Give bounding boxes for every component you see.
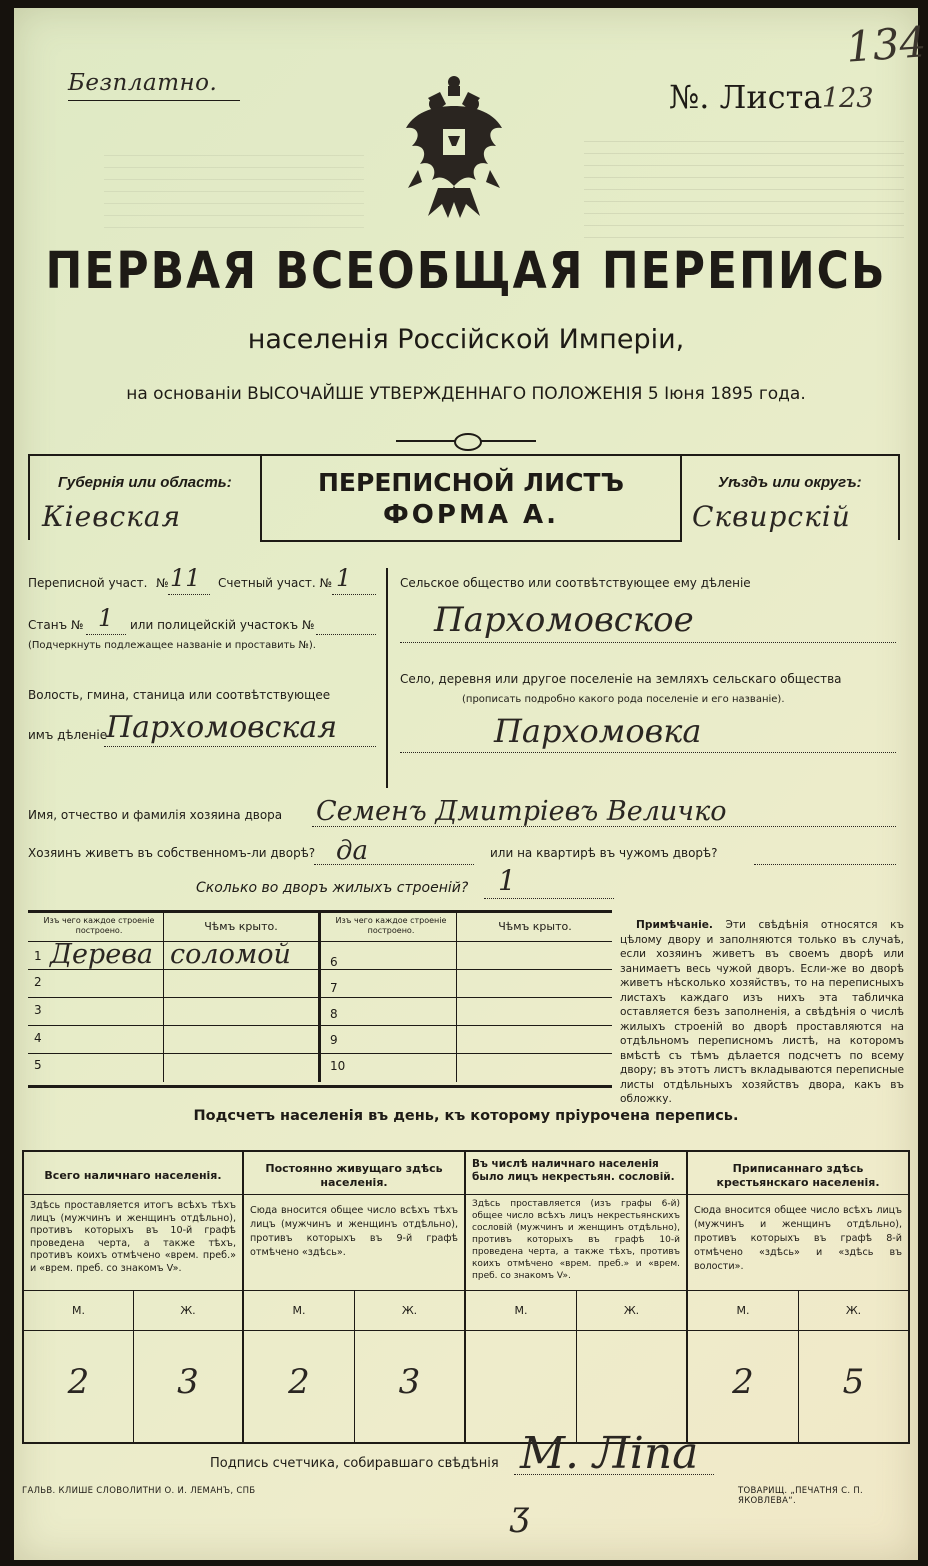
male-label: М. <box>514 1304 528 1317</box>
male-label: М. <box>736 1304 750 1317</box>
male-label: М. <box>72 1304 85 1317</box>
female-label: Ж. <box>845 1304 862 1317</box>
bleed-through <box>584 138 904 238</box>
female-count: 5 <box>842 1362 865 1402</box>
count-title: Подсчетъ населенія въ день, къ которому пріурочена перепись. <box>193 1108 739 1124</box>
census-sheet <box>14 8 928 1560</box>
col-material: Изъ чего каждое строеніе построено. <box>335 916 447 935</box>
row-number: 2 <box>34 975 42 989</box>
uezd-label: Уѣздъ или округъ: <box>718 474 862 491</box>
corner-number: 134 <box>844 17 928 72</box>
population-count-table <box>22 1150 910 1444</box>
form-type: ФОРМА А. <box>383 500 559 530</box>
note <box>620 918 904 1107</box>
row-number: 8 <box>330 1007 338 1021</box>
field-line <box>484 898 614 899</box>
count-col-desc: Сюда вносится общее число всѣхъ лицъ (мужчинъ и женщинъ отдѣльно), противъ которыхъ въ графѣ 8-й отмѣчено «здѣсь» и «здѣсь въ волости». <box>694 1205 902 1272</box>
signature-flourish: ʒ <box>510 1494 530 1534</box>
buildings-label: Сколько во дворъ жилыхъ строеній? <box>196 880 469 896</box>
stan-label: Станъ № <box>28 618 84 632</box>
row-number: 5 <box>34 1058 42 1072</box>
table-row <box>28 997 612 1026</box>
count-col-head: Постоянно живущаго здѣсь населенія. <box>265 1162 443 1189</box>
note-head: Примѣчаніе. <box>636 919 713 931</box>
bleed-through <box>104 148 364 228</box>
row-number: 1 <box>34 949 42 963</box>
field-line <box>104 746 376 747</box>
imperial-eagle-icon <box>398 70 510 230</box>
main-title: ПЕРВАЯ ВСЕОБЩАЯ ПЕРЕПИСЬ <box>45 242 887 301</box>
female-count: 3 <box>398 1362 421 1402</box>
buildings-value: 1 <box>498 864 516 897</box>
own-yard-label: Хозяинъ живетъ въ собственномъ-ли дворѣ? <box>28 846 316 860</box>
row-number: 10 <box>330 1059 346 1073</box>
count-col-desc: Здѣсь проставляется (изъ графы 6-й) общее число всѣхъ лицъ некрестьянскихъ сословій (мужчинъ и женщинъ отдѣльно), противъ которыхъ въ графѣ 10-й проведена черта, а также тѣхъ, противъ коихъ отмѣчено «врем. преб.» и «врем. преб. со знакомъ V». <box>472 1199 680 1281</box>
gubernia-label: Губернія или область: <box>58 474 232 491</box>
row-number: 6 <box>330 955 338 969</box>
field-line <box>314 864 474 865</box>
row-number: 7 <box>330 981 338 995</box>
stan-note: (Подчеркнуть подлежащее названіе и проставить №). <box>28 640 316 651</box>
field-line <box>168 594 210 595</box>
subtitle: населенія Россійской Имперіи, <box>247 324 685 355</box>
count-col-desc: Здѣсь проставляется итогъ всѣхъ тѣхъ лицъ (мужчинъ и женщинъ отдѣльно), противъ которыхъ въ 10-й графѣ проведена черта, а также тѣхъ, противъ коихъ отмѣчено «врем. преб.» и «врем. преб. со знакомъ V». <box>30 1200 236 1274</box>
col-roof: Чѣмъ крыто. <box>498 920 572 933</box>
schet-label: Счетный участ. № <box>218 576 333 590</box>
footer-left: ГАЛЬВ. КЛИШЕ СЛОВОЛИТНИ О. И. ЛЕМАНЪ, СПБ <box>22 1486 256 1496</box>
field-line <box>316 634 376 635</box>
selo-value: Пархомовка <box>494 712 702 750</box>
obshchestvo-label: Сельское общество или соотвѣтствующее ему дѣленіе <box>400 576 751 590</box>
col-material: Изъ чего каждое строеніе построено. <box>43 916 155 935</box>
male-count: 2 <box>67 1362 90 1402</box>
female-count: 3 <box>177 1362 199 1402</box>
field-line <box>514 1474 714 1475</box>
field-line <box>312 826 896 827</box>
count-col-head: Въ числѣ наличнаго населенія было лицъ некрестьян. сословій. <box>472 1158 675 1183</box>
row-number: 3 <box>34 1003 42 1017</box>
table-row <box>28 969 612 998</box>
uchast-no: № <box>156 576 169 590</box>
field-line <box>754 864 896 865</box>
field-line <box>400 752 896 753</box>
form-title: ПЕРЕПИСНОЙ ЛИСТЪ <box>318 468 624 497</box>
volost-label-2: имъ дѣленіе <box>28 728 108 742</box>
note-text: Эти свѣдѣнія относятся къ цѣлому двору и заполняются только въ случаѣ, если хозяинъ живетъ въ своемъ дворѣ или занимаетъ весь чужой дворъ. Если-же во дворѣ живетъ нѣсколько хозяйствъ, то на переписныхъ листахъ каждаго изъ нихъ эта табличка оставляется безъ заполненія, а свѣдѣнія о числѣ жилыхъ строеній во дворѣ проставляются на отдѣльномъ переписномъ листѣ, на которомъ вмѣстѣ съ тѣмъ дѣлается подсчетъ по всему двору; въ этотъ листъ вкладываются переписные листы отдѣльныхъ хозяйствъ двора, какъ въ обложку. <box>620 919 904 1105</box>
material-value: Дерева <box>50 939 154 970</box>
ornament <box>454 433 482 451</box>
sheet-number-label: №. Листа <box>669 78 823 116</box>
uchast-value: 11 <box>170 564 201 592</box>
roof-value: соломой <box>170 939 291 970</box>
male-count: 2 <box>288 1362 310 1402</box>
volost-value: Пархомовская <box>106 710 338 745</box>
field-line <box>86 634 126 635</box>
row-number: 9 <box>330 1033 338 1047</box>
count-col-head: Всего наличнаго населенія. <box>44 1169 222 1182</box>
volost-label: Волость, гмина, станица или соотвѣтствующее <box>28 688 331 702</box>
count-col-head: Приписаннаго здѣсь крестьянскаго населенія. <box>716 1162 880 1189</box>
own-yard-value: да <box>336 836 368 866</box>
selo-note: (прописать подробно какого рода поселеніе и его названіе). <box>462 694 785 705</box>
field-line <box>400 642 896 643</box>
female-label: Ж. <box>623 1304 640 1317</box>
field-line <box>332 594 376 595</box>
uezd-value: Сквирскій <box>692 500 851 533</box>
rent-yard-label: или на квартирѣ въ чужомъ дворѣ? <box>490 846 718 860</box>
basis-line: на основаніи ВЫСОЧАЙШЕ УТВЕРЖДЕННАГО ПОЛОЖЕНІЯ 5 Іюня 1895 года. <box>126 384 806 404</box>
owner-name-value: Семенъ Дмитріевъ Величко <box>316 796 727 827</box>
gubernia-value: Кіевская <box>42 500 182 533</box>
female-label: Ж. <box>180 1304 196 1317</box>
divider <box>386 568 388 788</box>
free-label: Безплатно. <box>68 70 218 96</box>
table-row <box>28 1025 612 1054</box>
divider <box>68 100 240 101</box>
stan-rest: или полицейскій участокъ № <box>130 618 315 632</box>
buildings-table <box>28 910 612 1088</box>
schet-value: 1 <box>336 564 352 592</box>
signature-value: М. Ліпа <box>520 1428 699 1479</box>
signature-label: Подпись счетчика, собиравшаго свѣдѣнія <box>210 1456 499 1471</box>
stan-value: 1 <box>98 604 114 632</box>
count-col-desc: Сюда вносится общее число всѣхъ тѣхъ лицъ (мужчинъ и женщинъ отдѣльно), противъ которыхъ въ 9-й графѣ отмѣчено «здѣсь». <box>250 1205 458 1258</box>
uchast-label: Переписной участ. <box>28 576 148 590</box>
male-label: М. <box>292 1304 306 1317</box>
male-count: 2 <box>732 1362 754 1402</box>
owner-name-label: Имя, отчество и фамилія хозяина двора <box>28 808 283 822</box>
obshchestvo-value: Пархомовское <box>434 600 694 640</box>
row-number: 4 <box>34 1031 42 1045</box>
selo-label: Село, деревня или другое поселеніе на земляхъ сельскаго общества <box>400 672 842 686</box>
female-label: Ж. <box>401 1304 418 1317</box>
sheet-number-value: 123 <box>822 83 874 114</box>
footer-right: ТОВАРИЩ. „ПЕЧАТНЯ С. П. ЯКОВЛЕВА“. <box>738 1486 864 1506</box>
col-roof: Чѣмъ крыто. <box>204 920 278 933</box>
form-header-box <box>28 454 900 540</box>
